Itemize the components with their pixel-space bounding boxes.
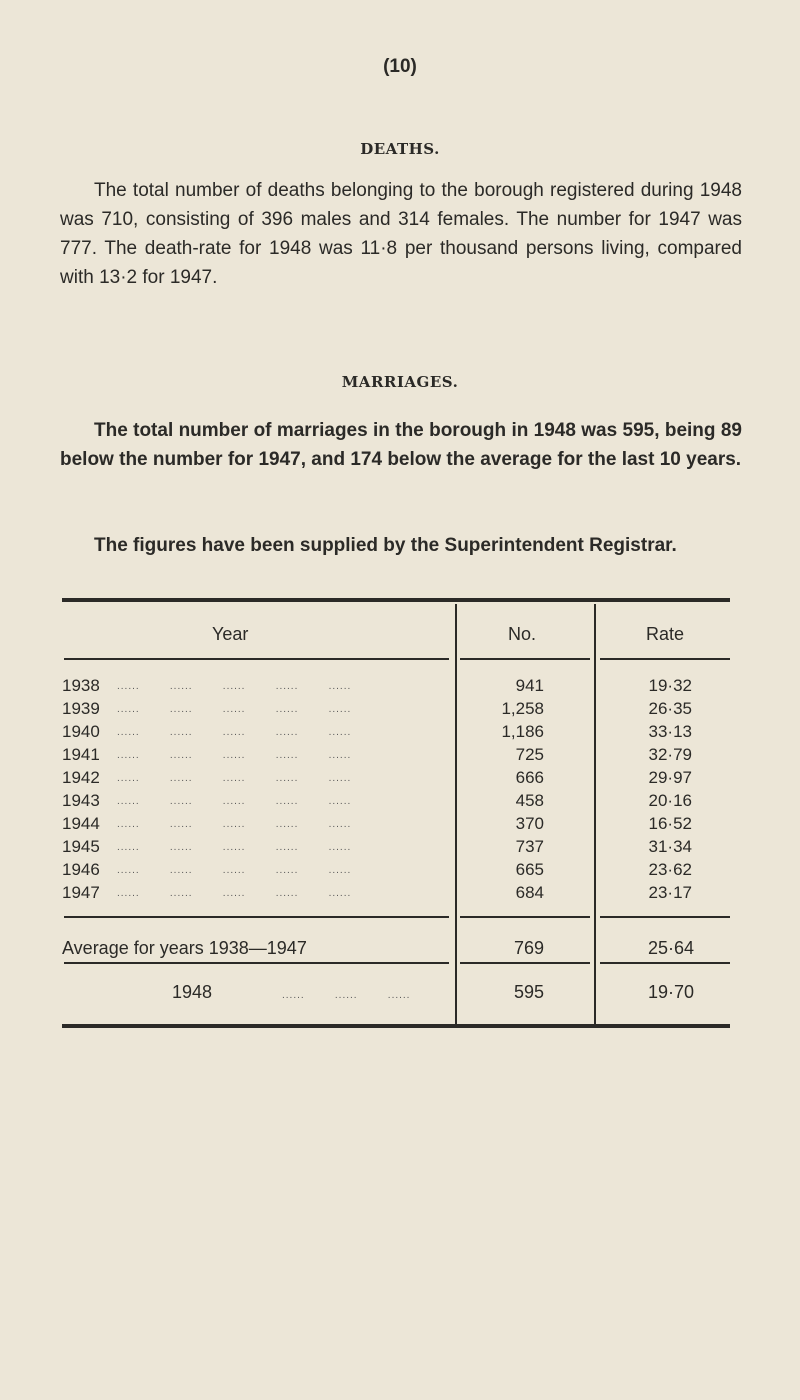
leader-dots: ...... ...... ...... ...... ...... [117,727,352,738]
year-cell: 1941 [62,745,100,764]
average-label: Average for years 1938—1947 [62,938,307,958]
average-rule [64,916,449,918]
deaths-paragraph: The total number of deaths belonging to the borough registered during 1948 was 710, consisting of 396 males and 314 females. The number for 1947 was 777. The death-rate for 1948 was 11·8 per thousand persons living, compared with 13·2 for 1947. [60,180,742,288]
rate-cell: 31·34 [648,837,692,856]
header-rule [460,658,590,660]
average-rate: 25·64 [647,938,694,958]
table-row [62,676,730,699]
no-cell: 941 [515,676,544,695]
current-rule [460,962,590,964]
header-rule [64,658,449,660]
marriages-table [62,598,730,1028]
rate-cell: 20·16 [648,791,692,810]
rate-cell: 23·17 [648,883,692,902]
leader-dots: ...... ...... ...... ...... ...... [117,842,352,853]
marriages-paragraph: The total number of marriages in the borough in 1948 was 595, being 89 below the number for 1947, and 174 below the average for the last 10 years. [60,420,742,470]
header-year: Year [212,624,249,644]
table-row [62,699,730,722]
table-row [62,860,730,883]
leader-dots: ...... ...... ...... ...... ...... [117,750,352,761]
year-cell: 1943 [62,791,100,810]
current-rule [600,962,730,964]
year-cell: 1944 [62,814,100,833]
header-no: No. [508,624,537,644]
deaths-heading: DEATHS. [360,140,440,158]
no-cell: 370 [515,814,544,833]
header-rate: Rate [646,624,685,644]
leader-dots: ...... ...... ...... ...... ...... [117,819,352,830]
table-row [62,768,730,791]
year-cell: 1947 [62,883,100,902]
rate-cell: 23·62 [648,860,692,879]
rate-cell: 16·52 [648,814,692,833]
current-rule [64,962,449,964]
leader-dots: ...... ...... ...... ...... ...... [117,865,352,876]
current-no: 595 [513,982,544,1002]
no-cell: 725 [515,745,544,764]
rate-cell: 19·32 [648,676,692,695]
current-year: 1948 [172,982,213,1002]
no-cell: 458 [515,791,544,810]
average-no: 769 [513,938,544,958]
no-cell: 684 [515,883,544,902]
source-note: The figures have been supplied by the Superintendent Registrar. [94,535,677,556]
leader-dots: ...... ...... ...... ...... ...... [117,888,352,899]
rate-cell: 33·13 [648,722,692,741]
leader-dots: ...... ...... ...... [282,990,411,1001]
rate-cell: 26·35 [648,699,692,718]
leader-dots: ...... ...... ...... ...... ...... [117,773,352,784]
year-cell: 1946 [62,860,100,879]
table-row [62,883,730,906]
year-cell: 1942 [62,768,100,787]
no-cell: 1,258 [501,699,544,718]
average-rule [600,916,730,918]
year-cell: 1938 [62,676,100,695]
no-cell: 1,186 [501,722,544,741]
table-row [62,814,730,837]
marriages-heading: MARRIAGES. [341,373,459,391]
table-row [62,837,730,860]
no-cell: 737 [515,837,544,856]
header-rule [600,658,730,660]
rate-cell: 32·79 [648,745,692,764]
table-row [62,745,730,768]
no-cell: 665 [515,860,544,879]
year-cell: 1939 [62,699,100,718]
table-bottom-rule [62,1024,730,1028]
rate-cell: 29·97 [648,768,692,787]
no-cell: 666 [515,768,544,787]
leader-dots: ...... ...... ...... ...... ...... [117,796,352,807]
table-top-rule [62,598,730,602]
table-row [62,791,730,814]
year-cell: 1945 [62,837,100,856]
current-rate: 19·70 [647,982,694,1002]
page-number: (10) [383,56,417,77]
leader-dots: ...... ...... ...... ...... ...... [117,681,352,692]
average-rule [460,916,590,918]
leader-dots: ...... ...... ...... ...... ...... [117,704,352,715]
table-row [62,722,730,745]
year-cell: 1940 [62,722,100,741]
